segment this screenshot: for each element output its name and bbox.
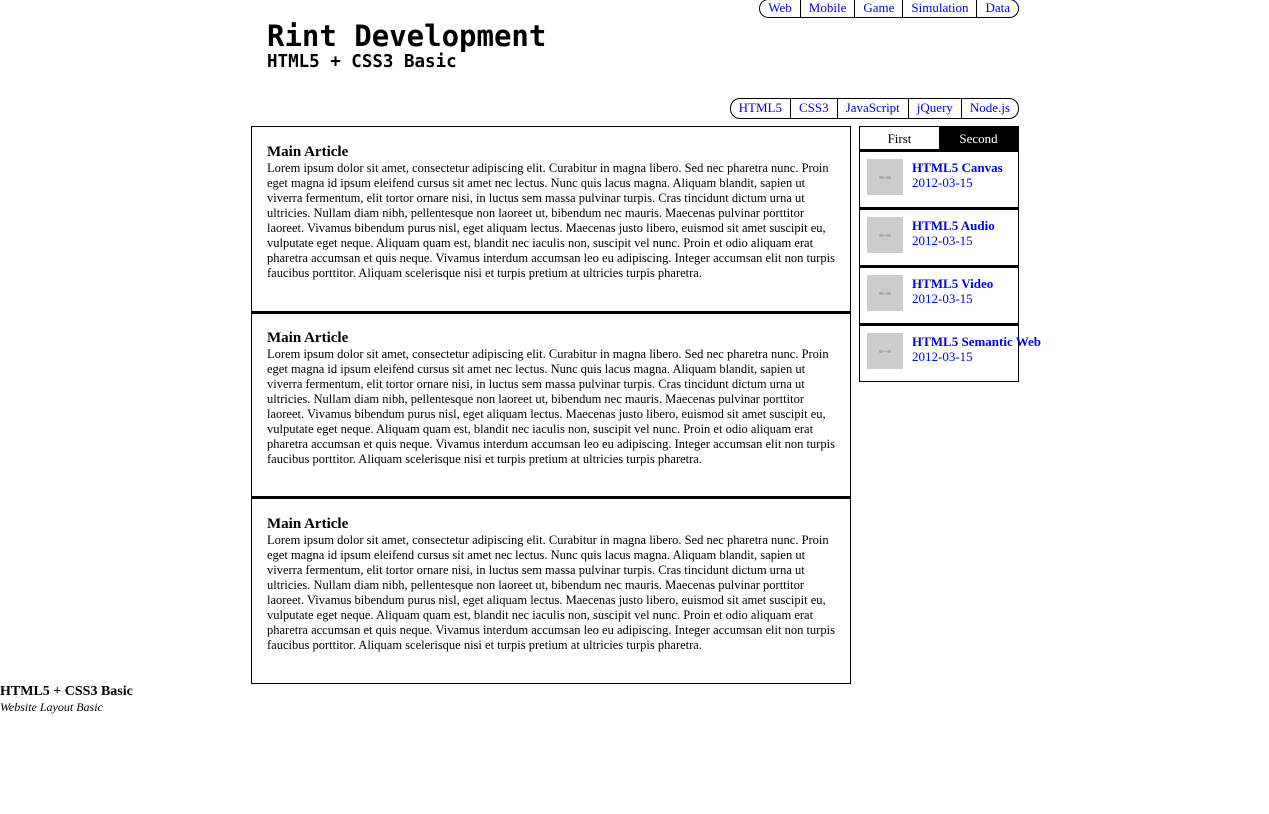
sub-nav-item-jquery[interactable]: jQuery (908, 99, 961, 118)
nav-item-simulation[interactable]: Simulation (902, 0, 976, 17)
image-placeholder-icon (867, 333, 903, 369)
article-body: Lorem ipsum dolor sit amet, consectetur adipiscing elit. Curabitur in magna libero. Sed nec pharetra nunc. Proin eget magna id ipsum eleifend cursus sit amet nec lectus. Nunc quis lacus magna. Aliquam blandit, sapien ut viverra fermentum, elit tortor ornare nisi, in luctus sem massa pulvinar turpis. Cras tincidunt dictum urna ut ultricies. Nullam diam nibh, pellentesque non laoreet ut, bibendum nec mauris. Maecenas pulvinar porttitor laoreet. Vivamus bibendum purus nisl, eget aliquam lectus. Maecenas justo libero, euismod sit amet suscipit eu, vulputate eget neque. Aliquam quam est, blandit nec iaculis non, suscipit vel nunc. Proin et odio aliquam erat pharetra accumsan et quis neque. Vivamus interdum accumsan leo eu adipiscing. Integer accumsan elit non turpis faucibus porttitor. Aliquam scelerisque nisi et turpis pretium at ultricies turpis pharetra. (267, 347, 835, 466)
article-title: Main Article (267, 330, 349, 346)
article-body: Lorem ipsum dolor sit amet, consectetur adipiscing elit. Curabitur in magna libero. Sed nec pharetra nunc. Proin eget magna id ipsum eleifend cursus sit amet nec lectus. Nunc quis lacus magna. Aliquam blandit, sapien ut viverra fermentum, elit tortor ornare nisi, in luctus sem massa pulvinar turpis. Cras tincidunt dictum urna ut ultricies. Nullam diam nibh, pellentesque non laoreet ut, bibendum nec mauris. Maecenas pulvinar porttitor laoreet. Vivamus bibendum purus nisl, eget aliquam lectus. Maecenas justo libero, euismod sit amet suscipit eu, vulputate eget neque. Aliquam quam est, blandit nec iaculis non, suscipit vel nunc. Proin et odio aliquam erat pharetra accumsan et quis neque. Vivamus interdum accumsan leo eu adipiscing. Integer accumsan elit non turpis faucibus porttitor. Aliquam scelerisque nisi et turpis pretium at ultricies turpis pharetra. (267, 533, 835, 652)
sidebar (859, 126, 1042, 382)
article (251, 126, 851, 312)
sidebar-item[interactable] (859, 266, 1019, 324)
sidebar-item-text (912, 333, 1042, 381)
nav-item-mobile[interactable]: Mobile (800, 0, 855, 17)
sidebar-item-title[interactable]: HTML5 Semantic Web (912, 334, 1042, 349)
sub-nav-item-html5[interactable]: HTML5 (738, 100, 782, 115)
article-title: Main Article (267, 516, 349, 532)
sidebar-item-date: 2012-03-15 (912, 291, 973, 306)
sub-nav (730, 98, 1019, 119)
main-content (251, 126, 851, 684)
image-placeholder-icon (867, 159, 903, 195)
image-placeholder-icon (867, 275, 903, 311)
footer-title: HTML5 + CSS3 Basic (0, 684, 133, 699)
article (251, 312, 851, 497)
sidebar-item-date: 2012-03-15 (912, 175, 973, 190)
tab-first[interactable]: First (860, 127, 939, 149)
article-title: Main Article (267, 144, 349, 160)
main-nav (759, 0, 1019, 18)
sidebar-item-text (912, 275, 993, 323)
article (251, 497, 851, 684)
sidebar-item-date: 2012-03-15 (912, 349, 973, 364)
footer (0, 683, 133, 714)
sidebar-item[interactable] (859, 208, 1019, 266)
sub-nav-item-css3[interactable]: CSS3 (790, 99, 837, 118)
footer-subtitle: Website Layout Basic (0, 700, 103, 714)
sidebar-item-text (912, 217, 995, 265)
sub-nav-item-nodejs[interactable]: Node.js (961, 99, 1018, 118)
sidebar-item-title[interactable]: HTML5 Video (912, 276, 994, 291)
site-title: Rint Development (267, 19, 547, 53)
sidebar-item-title[interactable]: HTML5 Canvas (912, 160, 1003, 175)
nav-item-game[interactable]: Game (854, 0, 902, 17)
sidebar-item-title[interactable]: HTML5 Audio (912, 218, 995, 233)
sub-nav-item-javascript[interactable]: JavaScript (837, 99, 908, 118)
sidebar-item-date: 2012-03-15 (912, 233, 973, 248)
site-subtitle: HTML5 + CSS3 Basic (267, 52, 457, 72)
image-placeholder-icon (867, 217, 903, 253)
nav-item-data[interactable]: Data (976, 0, 1018, 17)
sidebar-item[interactable] (859, 150, 1019, 208)
tab-second[interactable]: Second (939, 127, 1018, 149)
nav-item-web[interactable]: Web (768, 0, 792, 15)
article-body: Lorem ipsum dolor sit amet, consectetur adipiscing elit. Curabitur in magna libero. Sed nec pharetra nunc. Proin eget magna id ipsum eleifend cursus sit amet nec lectus. Nunc quis lacus magna. Aliquam blandit, sapien ut viverra fermentum, elit tortor ornare nisi, in luctus sem massa pulvinar turpis. Cras tincidunt dictum urna ut ultricies. Nullam diam nibh, pellentesque non laoreet ut, bibendum nec mauris. Maecenas pulvinar porttitor laoreet. Vivamus bibendum purus nisl, eget aliquam lectus. Maecenas justo libero, euismod sit amet suscipit eu, vulputate eget neque. Aliquam quam est, blandit nec iaculis non, suscipit vel nunc. Proin et odio aliquam erat pharetra accumsan et quis neque. Vivamus interdum accumsan leo eu adipiscing. Integer accumsan elit non turpis faucibus porttitor. Aliquam scelerisque nisi et turpis pretium at ultricies turpis pharetra. (267, 161, 835, 280)
sidebar-item-text (912, 159, 1003, 207)
sidebar-tabs (859, 126, 1019, 150)
sidebar-item[interactable] (859, 324, 1042, 382)
